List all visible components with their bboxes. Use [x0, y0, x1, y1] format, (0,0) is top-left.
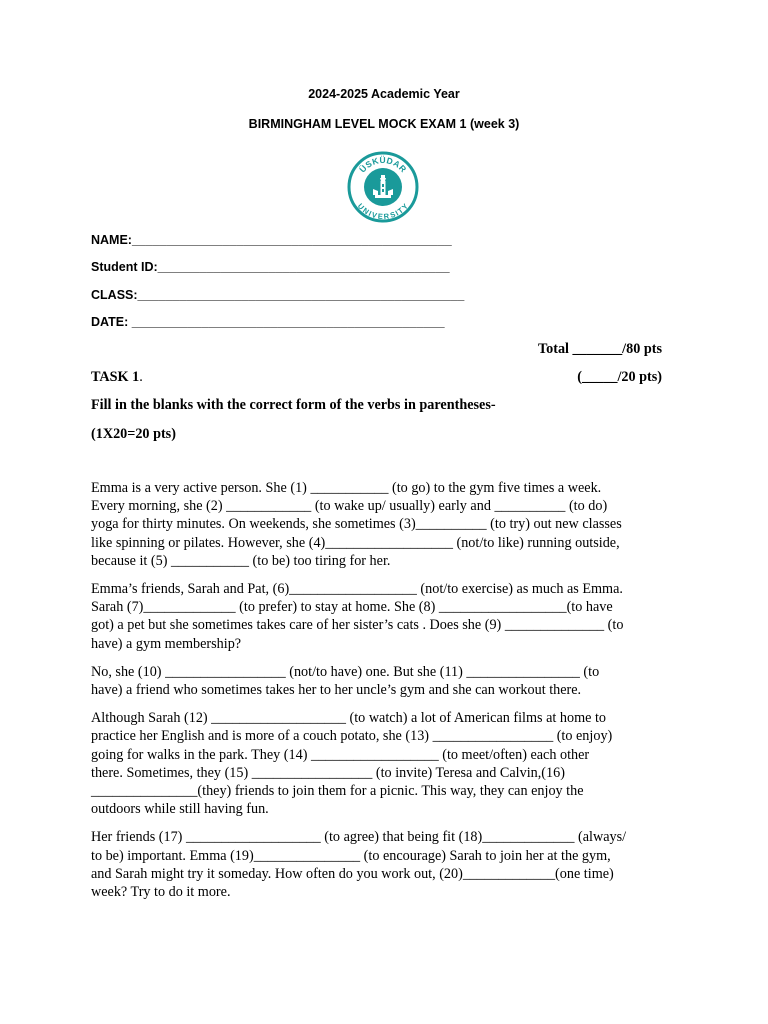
task-heading — [91, 369, 143, 386]
passage-line: like spinning or pilates. However, she (4)__________________ (not/to like) running outside, — [91, 534, 620, 551]
exam-title: BIRMINGHAM LEVEL MOCK EXAM 1 (week 3) — [248, 117, 520, 131]
passage-line: Although Sarah (12) ___________________ (to watch) a lot of American films at home to — [91, 710, 606, 727]
passage-line: week? Try to do it more. — [91, 884, 231, 901]
passage-line: Emma’s friends, Sarah and Pat, (6)__________________ (not/to exercise) as much as Emma. — [91, 581, 623, 598]
name-field[interactable]: NAME:______________________________________________ — [91, 233, 452, 247]
passage-line: and Sarah might try it someday. How often do you work out, (20)_____________(one time) — [91, 865, 614, 882]
passage-line: Sarah (7)_____________ (to prefer) to stay at home. She (8) __________________(to have — [91, 599, 613, 616]
passage-line: because it (5) ___________ (to be) too tiring for her. — [91, 552, 391, 569]
passage-paragraph — [91, 709, 676, 818]
university-logo — [347, 151, 419, 223]
total-score: Total _______/80 pts — [537, 341, 662, 357]
passage-paragraph — [91, 580, 676, 653]
passage-line: practice her English and is more of a couch potato, she (13) _________________ (to enjoy) — [91, 728, 613, 745]
passage-line: Emma is a very active person. She (1) ___________ (to go) to the gym five times a week. — [91, 480, 602, 496]
passage-paragraph — [91, 828, 676, 901]
task-instruction: Fill in the blanks with the correct form of the verbs in parentheses- — [91, 397, 496, 413]
academic-year: 2024-2025 Academic Year — [308, 87, 460, 101]
task-label: TASK 1 — [91, 369, 140, 385]
passage-line: got) a pet but she sometimes takes care of her sister’s cats . Does she (9) ______________ (to — [91, 617, 624, 634]
passage-paragraph — [91, 479, 676, 570]
date-field[interactable]: DATE: _____________________________________________ — [91, 315, 445, 329]
passage-line: going for walks in the park. They (14) __________________ (to meet/often) each other — [91, 746, 590, 763]
passage-line: yoga for thirty minutes. On weekends, she sometimes (3)__________ (to try) out new classes — [91, 516, 622, 533]
exercise-passage — [91, 479, 676, 911]
class-field[interactable]: CLASS:_______________________________________________ — [91, 288, 465, 302]
logo-top-text: ÜSKÜDAR — [357, 154, 409, 175]
passage-line: there. Sometimes, they (15) _________________ (to invite) Teresa and Calvin,(16) — [91, 764, 565, 781]
passage-line: _______________(they) friends to join them for a picnic. This way, they can enjoy the — [91, 783, 584, 800]
passage-line: No, she (10) _________________ (not/to have) one. But she (11) ________________ (to — [91, 663, 600, 680]
passage-paragraph — [91, 663, 676, 699]
logo-bottom-text: UNIVERSITY — [355, 201, 411, 222]
task-points: (_____/20 pts) — [577, 369, 662, 385]
student-id-field[interactable]: Student ID:__________________________________________ — [91, 260, 450, 274]
passage-line: have) a friend who sometimes takes her to her uncle’s gym and she can workout there. — [91, 682, 582, 699]
passage-line: outdoors while still having fun. — [91, 801, 269, 818]
passage-line: Her friends (17) ___________________ (to agree) that being fit (18)_____________ (always/ — [91, 829, 627, 846]
passage-line: to be) important. Emma (19)_______________ (to encourage) Sarah to join her at the gym, — [91, 847, 611, 864]
points-formula: (1X20=20 pts) — [91, 426, 176, 442]
passage-line: Every morning, she (2) ____________ (to wake up/ usually) early and __________ (to do) — [91, 498, 608, 515]
task-label-suffix: . — [139, 369, 143, 385]
passage-line: have) a gym membership? — [91, 635, 242, 652]
